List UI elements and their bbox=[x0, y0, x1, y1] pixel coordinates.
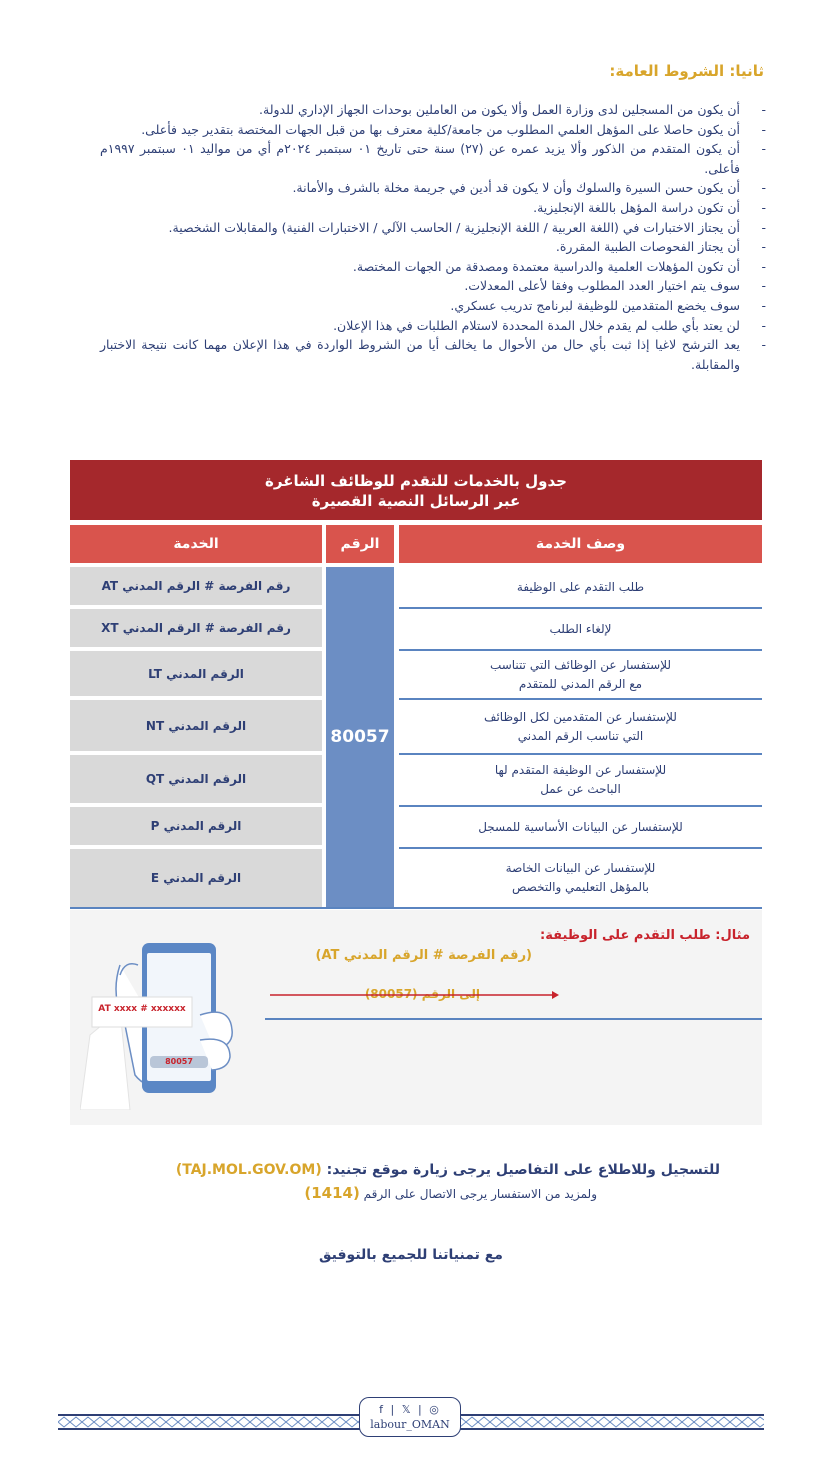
service-code-cell: رقم الفرصة # الرقم المدني XT bbox=[70, 609, 322, 647]
condition-item: - أن تكون دراسة المؤهل باللغة الإنجليزية. bbox=[100, 198, 740, 218]
service-description-cell bbox=[399, 700, 762, 755]
phone-illustration bbox=[80, 935, 250, 1110]
condition-item: - لن يعتد بأي طلب لم يقدم خلال المدة المحددة لاستلام الطلبات في هذا الإعلان. bbox=[100, 316, 740, 336]
condition-item: - سوف يخضع المتقدمين للوظيفة لبرنامج تدريب عسكري. bbox=[100, 296, 740, 316]
table-bottom-divider bbox=[70, 907, 762, 909]
condition-item: - أن يكون المتقدم من الذكور وألا يزيد عمره عن (٢٧) سنة حتى تاريخ ٠١ سبتمبر ٢٠٢٤م أي من مواليد ٠١ سبتمبر ١٩٩٧م فأعلى. bbox=[100, 139, 740, 178]
example-send-to: إلى الرقم (80057) bbox=[364, 987, 480, 1001]
social-media-badge[interactable] bbox=[359, 1397, 461, 1437]
service-description-cell bbox=[399, 849, 762, 907]
condition-item: - أن يكون حاصلا على المؤهل العلمي المطلوب من جامعة/كلية معترف بها من قبل الجهات المختصة بتقدير جيد فأعلى. bbox=[100, 120, 740, 140]
table-title-line: عبر الرسائل النصية القصيرة bbox=[311, 492, 521, 510]
phone-message-text: AT xxxx # xxxxxx bbox=[98, 1004, 186, 1014]
description-line: للإستفسار عن البيانات الأساسية للمسجل bbox=[478, 819, 683, 834]
sms-number-cell: 80057 bbox=[326, 567, 394, 907]
example-label: مثال: طلب التقدم على الوظيفة: bbox=[540, 928, 750, 943]
condition-item: - أن يكون من المسجلين لدى وزارة العمل وألا يكون من العاملين بوحدات الجهاز الإداري للدولة. bbox=[100, 100, 740, 120]
description-line: للإستفسار عن الوظيفة المتقدم لها bbox=[494, 763, 667, 777]
description-line: للإستفسار عن المتقدمين لكل الوظائف bbox=[484, 709, 677, 724]
example-message-format: (رقم الفرصة # الرقم المدني AT) bbox=[315, 948, 532, 963]
service-description-cell bbox=[399, 609, 762, 651]
description-line: بالمؤهل التعليمي والتخصص bbox=[511, 880, 650, 894]
description-line: للإستفسار عن البيانات الخاصة bbox=[505, 861, 656, 875]
services-table-title bbox=[70, 460, 762, 520]
description-line: للإستفسار عن الوظائف التي تتناسب bbox=[489, 657, 672, 672]
register-text: للتسجيل وللاطلاع على التفاصيل يرجى زيارة موقع تجنيد: bbox=[326, 1162, 720, 1178]
register-line bbox=[176, 1162, 720, 1178]
description-line: طلب التقدم على الوظيفة bbox=[516, 579, 645, 594]
inquiry-text: ولمزيد من الاستفسار يرجى الاتصال على الرقم bbox=[363, 1187, 597, 1201]
description-line: الباحث عن عمل bbox=[540, 782, 621, 796]
service-code-cell: الرقم المدني QT bbox=[70, 755, 322, 803]
table-title-line: جدول بالخدمات للتقدم للوظائف الشاغرة bbox=[265, 472, 567, 490]
closing-message: مع تمنياتنا للجميع بالتوفيق bbox=[319, 1247, 503, 1263]
service-code-cell: الرقم المدني E bbox=[70, 849, 322, 907]
service-code-cell: الرقم المدني LT bbox=[70, 651, 322, 696]
description-line: التي تناسب الرقم المدني bbox=[517, 728, 644, 743]
condition-item: - أن يكون حسن السيرة والسلوك وأن لا يكون قد أدين في جريمة مخلة بالشرف والأمانة. bbox=[100, 178, 740, 198]
phone-number: (1414) bbox=[304, 1184, 360, 1202]
service-description-cell bbox=[399, 651, 762, 700]
service-description-cell bbox=[399, 755, 762, 807]
social-icons: f | 𝕏 | ◎ bbox=[379, 1403, 441, 1416]
condition-item: - سوف يتم اختيار العدد المطلوب وفقا لأعلى المعدلات. bbox=[100, 276, 740, 296]
arrow-right-icon bbox=[268, 987, 560, 1003]
header-number: الرقم bbox=[326, 525, 394, 563]
service-code-cell: رقم الفرصة # الرقم المدني AT bbox=[70, 567, 322, 605]
service-description-cell bbox=[399, 567, 762, 609]
condition-item: - أن تكون المؤهلات العلمية والدراسية معتمدة ومصدقة من الجهات المختصة. bbox=[100, 257, 740, 277]
conditions-list bbox=[100, 100, 740, 374]
header-service: الخدمة bbox=[70, 525, 322, 563]
description-line: لإلغاء الطلب bbox=[549, 621, 612, 636]
service-code-cell: الرقم المدني P bbox=[70, 807, 322, 845]
condition-item: - يعد الترشح لاغيا إذا ثبت بأي حال من الأحوال ما يخالف أيا من الشروط الواردة في هذا الإعلان مهما كانت نتيجة الاختبار والمقابلة. bbox=[100, 335, 740, 374]
hand-phone-icon bbox=[80, 935, 250, 1110]
section-heading: ثانيا: الشروط العامة: bbox=[609, 62, 764, 80]
service-description-cell bbox=[399, 807, 762, 849]
header-description: وصف الخدمة bbox=[399, 525, 762, 563]
condition-item: - أن يجتاز الاختبارات في (اللغة العربية / اللغة الإنجليزية / الحاسب الآلي / الاختبارات الفنية) والمقابلات الشخصية. bbox=[100, 218, 740, 238]
example-divider bbox=[265, 1018, 762, 1020]
inquiry-line bbox=[304, 1184, 597, 1202]
condition-item: - أن يجتاز الفحوصات الطبية المقررة. bbox=[100, 237, 740, 257]
website-link[interactable]: (TAJ.MOL.GOV.OM) bbox=[175, 1162, 322, 1178]
phone-number-text: 80057 bbox=[165, 1057, 193, 1066]
description-line: مع الرقم المدني للمتقدم bbox=[518, 676, 643, 691]
social-handle: labour_OMAN bbox=[370, 1418, 450, 1431]
service-code-cell: الرقم المدني NT bbox=[70, 700, 322, 751]
